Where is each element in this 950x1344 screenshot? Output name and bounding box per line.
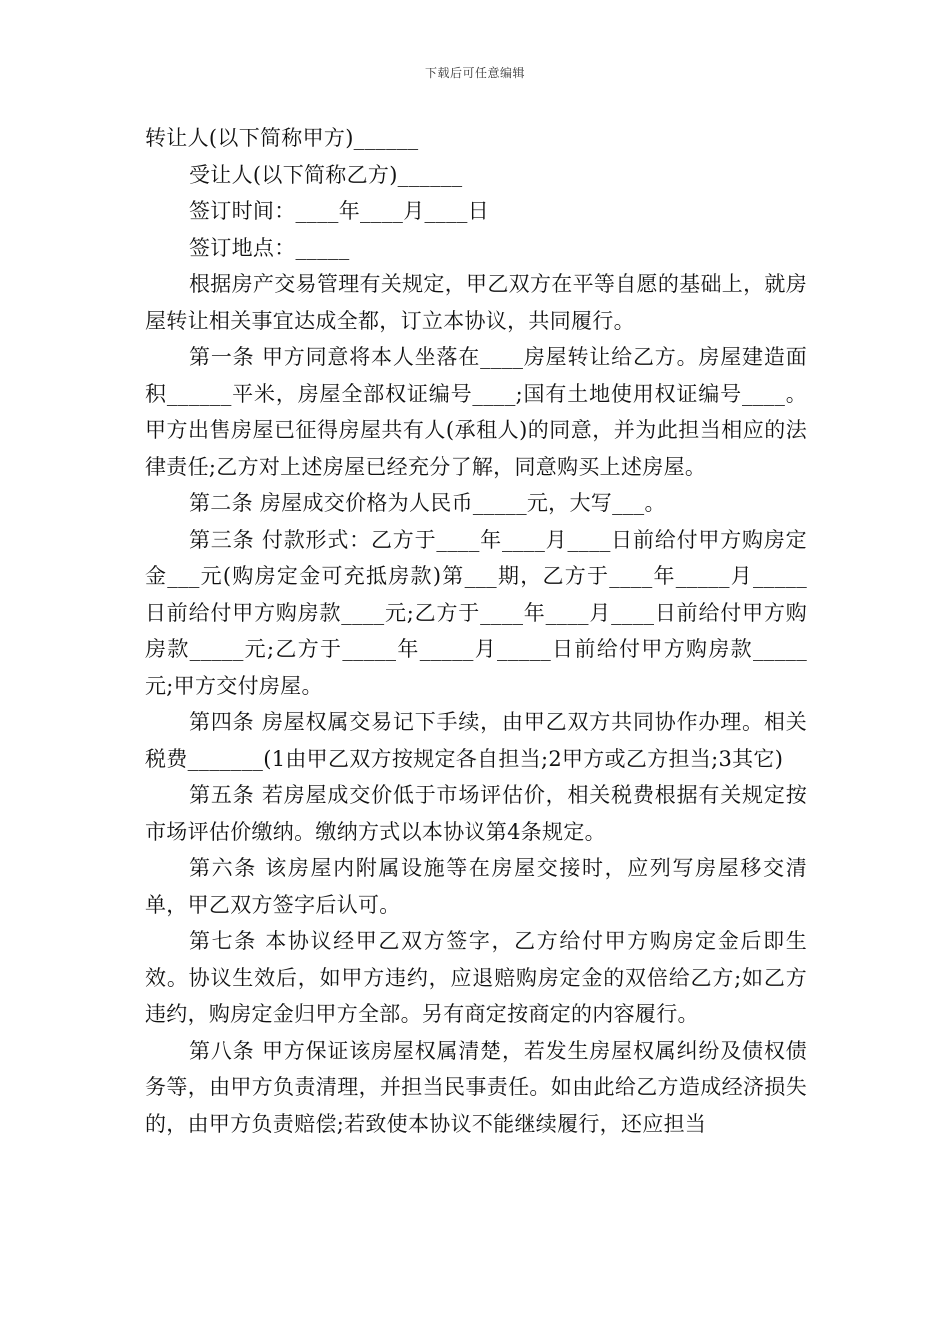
article-5: 第五条 若房屋成交价低于市场评估价，相关税费根据有关规定按市场评估价缴纳。缴纳方式以本协议第4条规定。 [145,783,807,844]
article-7: 第七条 本协议经甲乙双方签字，乙方给付甲方购房定金后即生效。协议生效后，如甲方违约，应退赔购房定金的双倍给乙方;如乙方违约，购房定金归甲方全部。另有商定按商定的内容履行。 [145,929,807,1026]
sign-date-line: 签订时间：____年____月____日 [189,199,489,223]
sign-place-line: 签订地点：_____ [189,235,350,260]
article-2: 第二条 房屋成交价格为人民币_____元，大写___。 [189,491,666,515]
page-header-note: 下载后可任意编辑 [424,66,525,80]
contract-body [145,120,807,1142]
article-3: 第三条 付款形式：乙方于____年____月____日前给付甲方购房定金___元(购房定金可充抵房款)第___期，乙方于____年_____月_____ 日前给付甲方购房款____元;乙方于____年____月____日前给付甲方购房款_____元;乙方于_____年_____月_____日前给付甲方购房款_____元;甲方交付房屋。 [145,527,807,698]
party-b-line: 受让人(以下简称乙方)______ [189,162,463,187]
party-a-line: 转让人(以下简称甲方)______ [145,126,419,150]
article-1: 第一条 甲方同意将本人坐落在____房屋转让给乙方。房屋建造面积______平米，房屋全部权证编号____;国有土地使用权证编号____。甲方出售房屋已征得房屋共有人(承租人)的同意，并为此担当相应的法律责任;乙方对上述房屋已经充分了解，同意购买上述房屋。 [145,345,807,479]
article-8: 第八条 甲方保证该房屋权属清楚，若发生房屋权属纠纷及债权债务等，由甲方负责清理，并担当民事责任。如由此给乙方造成经济损失的，由甲方负责赔偿;若致使本协议不能继续履行，还应担当 [145,1038,807,1136]
preamble-paragraph: 根据房产交易管理有关规定，甲乙双方在平等自愿的基础上，就房屋转让相关事宜达成全都，订立本协议，共同履行。 [145,272,807,333]
article-4: 第四条 房屋权属交易记下手续，由甲乙双方共同协作办理。相关税费_______(1由甲乙双方按规定各自担当;2甲方或乙方担当;3其它) [145,710,807,771]
article-6: 第六条 该房屋内附属设施等在房屋交接时，应列写房屋移交清单，甲乙双方签字后认可。 [145,856,807,917]
